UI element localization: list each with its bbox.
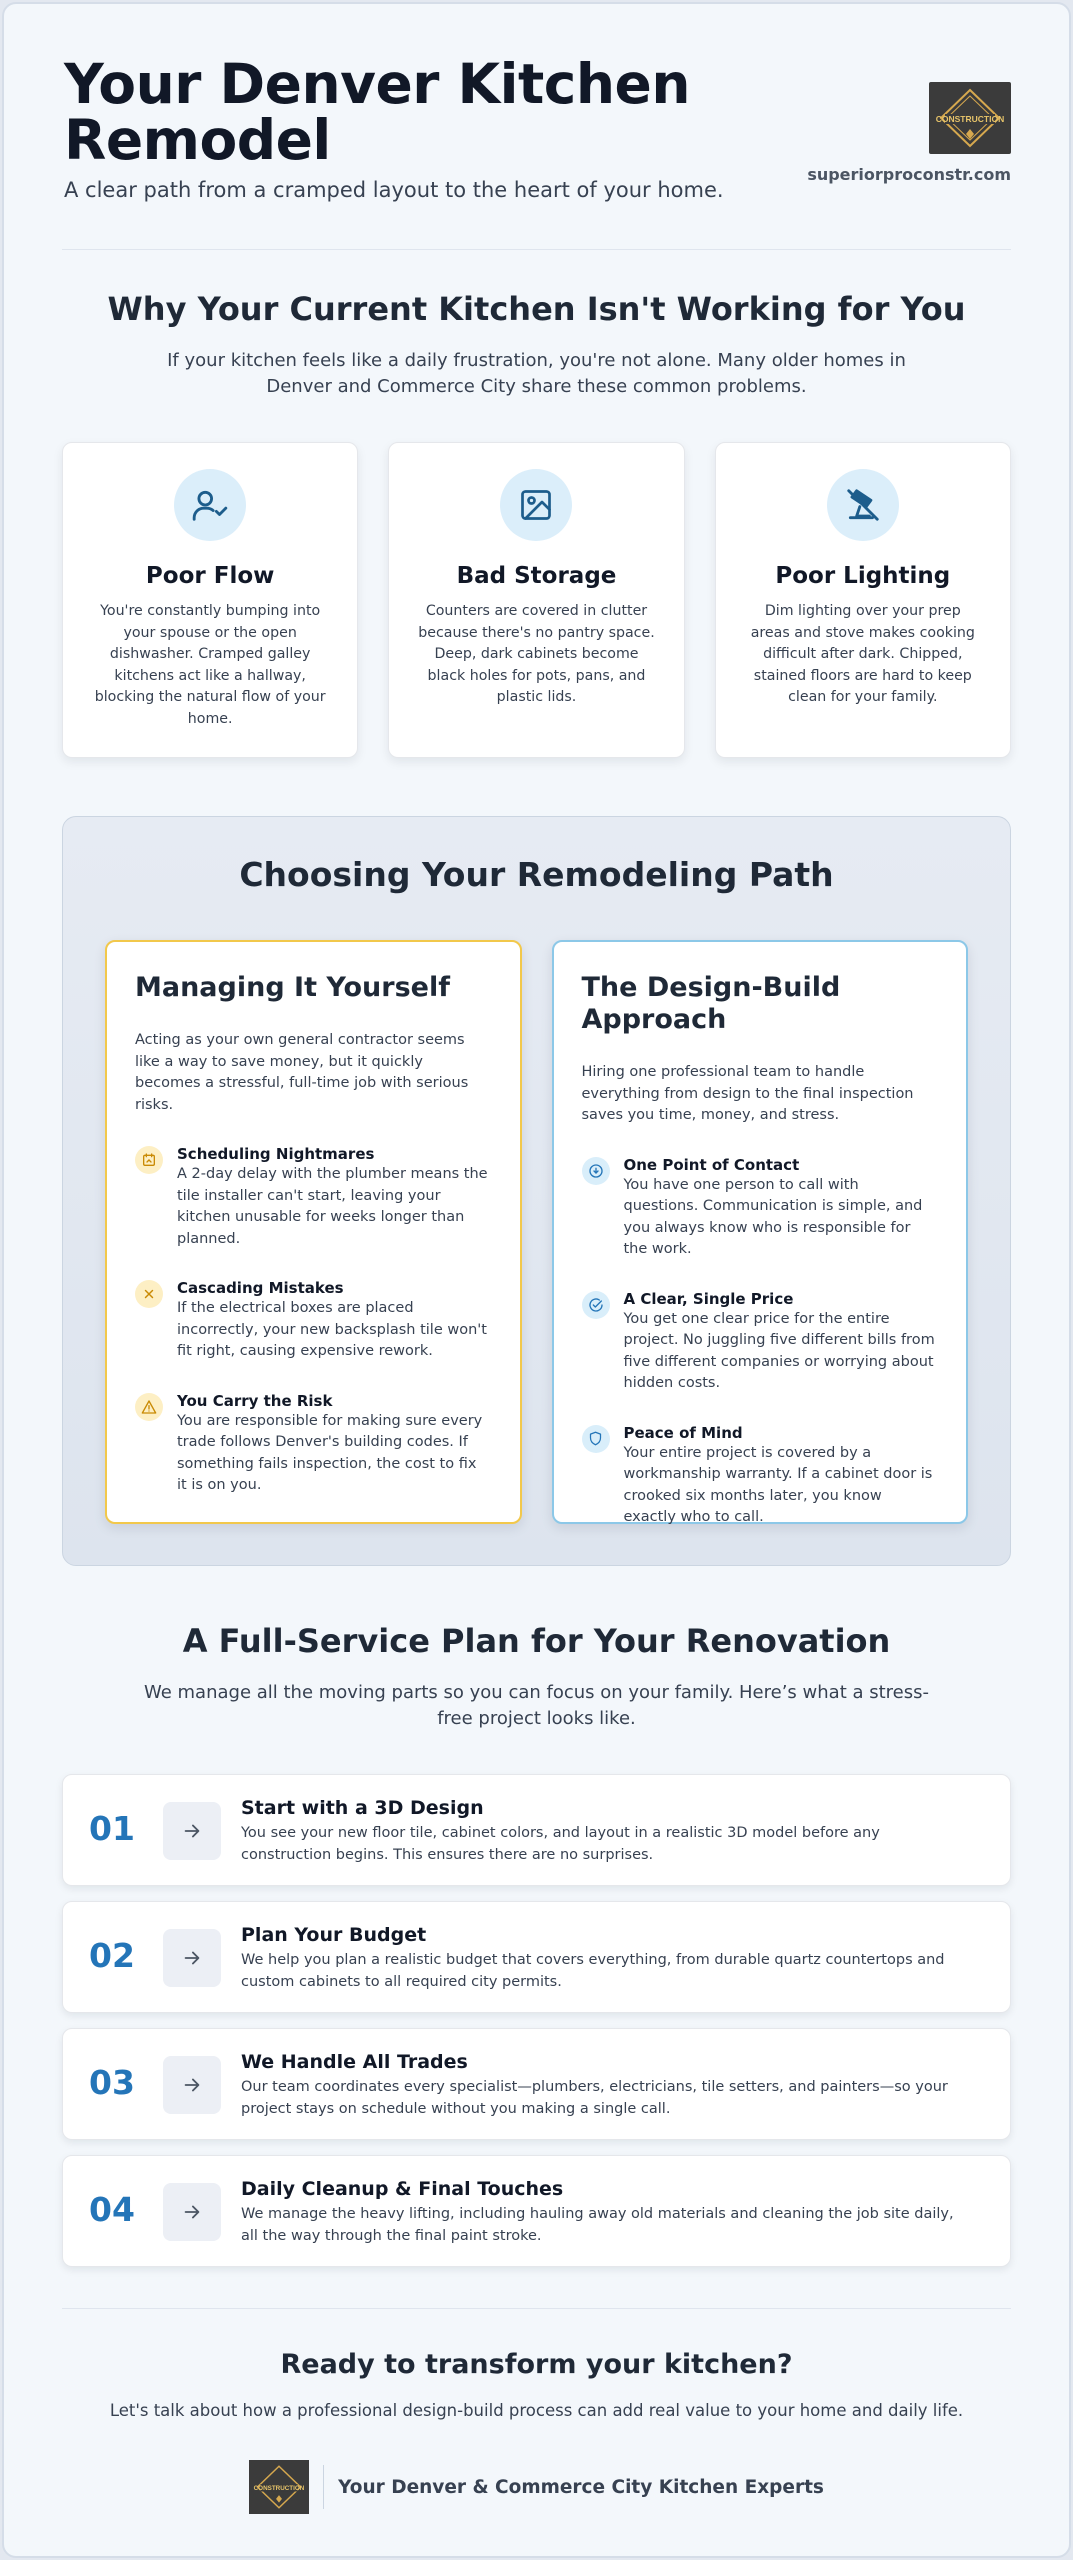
cta-text: Let's talk about how a professional design-build process can add real value to your home and daily life. bbox=[109, 2401, 964, 2420]
path-feature bbox=[135, 1278, 490, 1363]
header bbox=[62, 4, 1011, 250]
feature-title: Scheduling Nightmares bbox=[177, 1145, 375, 1163]
step-title: Daily Cleanup & Final Touches bbox=[241, 2178, 564, 2200]
arrow-right-icon bbox=[163, 1929, 221, 1987]
feature-title: A Clear, Single Price bbox=[623, 1289, 794, 1308]
plan-step bbox=[62, 1774, 1011, 1886]
feature-text: You have one person to call with questions. Communication is simple, and you always know who is responsible for the work. bbox=[623, 1176, 923, 1257]
plan-step bbox=[62, 1901, 1011, 2013]
paths-section bbox=[62, 816, 1011, 1566]
logo-lettering: CONSTRUCTION bbox=[935, 114, 1005, 124]
step-text: Our team coordinates every specialist—plumbers, electricians, tile setters, and painters—so your project stays on schedule without you making a single call. bbox=[241, 2079, 948, 2117]
step-title: We Handle All Trades bbox=[241, 2051, 468, 2073]
arrow-right-icon bbox=[163, 1802, 221, 1860]
arrow-right-icon bbox=[163, 2183, 221, 2241]
path-title: The Design-Build Approach bbox=[581, 972, 841, 1035]
arrow-right-icon bbox=[163, 2056, 221, 2114]
contact-icon bbox=[582, 1157, 610, 1185]
check-circle-icon bbox=[582, 1291, 610, 1319]
card-text: Counters are covered in clutter because there's no pantry space. Deep, dark cabinets become black holes for pots, pans, and plastic lids. bbox=[418, 603, 655, 705]
step-text: We help you plan a realistic budget that covers everything, from durable quartz countertops and custom cabinets to all required city permits. bbox=[241, 1952, 945, 1990]
step-text: You see your new floor tile, cabinet colors, and layout in a realistic 3D model before any construction begins. This ensures there are no surprises. bbox=[241, 1825, 880, 1863]
step-text: We manage the heavy lifting, including hauling away old materials and cleaning the job site daily, all the way through the final paint stroke. bbox=[241, 2206, 954, 2244]
footer bbox=[62, 2308, 1011, 2514]
step-number: 04 bbox=[89, 2190, 135, 2229]
design-build-path-card bbox=[552, 940, 969, 1524]
path-feature bbox=[582, 1155, 937, 1261]
footer-tagline: Your Denver & Commerce City Kitchen Experts bbox=[338, 2476, 824, 2498]
problem-cards bbox=[62, 442, 1011, 758]
plan-title: A Full-Service Plan for Your Renovation bbox=[182, 1622, 891, 1660]
problem-card-poor-flow bbox=[62, 442, 358, 758]
step-number: 03 bbox=[89, 2063, 135, 2102]
step-title: Start with a 3D Design bbox=[241, 1797, 484, 1819]
company-logo[interactable] bbox=[929, 82, 1011, 154]
card-text: You're constantly bumping into your spouse or the open dishwasher. Cramped galley kitchens act like a hallway, blocking the natural flow of your home. bbox=[94, 603, 326, 727]
problems-intro: If your kitchen feels like a daily frustration, you're not alone. Many older homes in Denver and Commerce City share these common problems. bbox=[167, 350, 906, 397]
feature-text: You get one clear price for the entire project. No juggling five different bills from five different companies or worrying about hidden costs. bbox=[623, 1310, 935, 1391]
step-number: 01 bbox=[89, 1809, 135, 1848]
path-feature bbox=[582, 1289, 937, 1395]
problem-card-poor-lighting bbox=[715, 442, 1011, 758]
path-intro: Acting as your own general contractor seems like a way to save money, but it quickly becomes a stressful, full-time job with serious risks. bbox=[135, 1032, 469, 1113]
logo-lettering: CONSTRUCTION bbox=[253, 2484, 305, 2492]
plan-step bbox=[62, 2028, 1011, 2140]
card-title: Bad Storage bbox=[456, 563, 617, 589]
feature-text: If the electrical boxes are placed incorrectly, your new backsplash tile won't fit right, causing expensive rework. bbox=[177, 1300, 487, 1359]
card-title: Poor Flow bbox=[145, 563, 275, 589]
divider bbox=[323, 2465, 324, 2509]
feature-title: You Carry the Risk bbox=[177, 1391, 333, 1410]
cta-title: Ready to transform your kitchen? bbox=[280, 2349, 793, 2380]
shield-icon bbox=[582, 1425, 610, 1453]
warning-triangle-icon bbox=[135, 1393, 163, 1421]
lamp-off-icon bbox=[827, 469, 899, 541]
calendar-warning-icon bbox=[135, 1146, 163, 1174]
path-title: Managing It Yourself bbox=[135, 972, 450, 1003]
feature-text: You are responsible for making sure every trade follows Denver's building codes. If something fails inspection, the cost to fix it is on you. bbox=[177, 1412, 483, 1493]
path-intro: Hiring one professional team to handle everything from design to the final inspection saves you time, money, and stress. bbox=[581, 1064, 914, 1123]
path-feature bbox=[135, 1144, 490, 1250]
page-subtitle: A clear path from a cramped layout to the heart of your home. bbox=[64, 178, 724, 202]
feature-title: Peace of Mind bbox=[623, 1423, 743, 1442]
card-text: Dim lighting over your prep areas and stove makes cooking difficult after dark. Chipped, stained floors are hard to keep clean for your family. bbox=[750, 603, 975, 705]
card-title: Poor Lighting bbox=[775, 563, 951, 589]
x-icon bbox=[135, 1280, 163, 1308]
infographic-page bbox=[2, 2, 1071, 2558]
diy-path-card bbox=[105, 940, 522, 1524]
step-number: 02 bbox=[89, 1936, 135, 1975]
paths-title: Choosing Your Remodeling Path bbox=[239, 855, 834, 894]
feature-text: A 2-day delay with the plumber means the tile installer can't start, leaving your kitchen unusable for weeks longer than planned. bbox=[177, 1166, 488, 1247]
path-feature bbox=[135, 1391, 490, 1497]
footer-logo[interactable] bbox=[249, 2460, 309, 2514]
plan-step bbox=[62, 2155, 1011, 2267]
site-url[interactable]: superiorproconstr.com bbox=[807, 165, 1011, 184]
path-comparison bbox=[105, 940, 968, 1524]
problems-title: Why Your Current Kitchen Isn't Working for You bbox=[107, 290, 966, 328]
person-check-icon bbox=[174, 469, 246, 541]
plan-intro: We manage all the moving parts so you can focus on your family. Here’s what a stress-free project looks like. bbox=[143, 1682, 929, 1729]
logo-emblem-icon bbox=[253, 2464, 305, 2510]
footer-brand bbox=[62, 2460, 1011, 2514]
path-feature bbox=[582, 1423, 937, 1529]
feature-title: Cascading Mistakes bbox=[177, 1279, 344, 1297]
step-title: Plan Your Budget bbox=[241, 1924, 427, 1946]
page-title: Your Denver Kitchen Remodel bbox=[64, 52, 691, 172]
feature-title: One Point of Contact bbox=[623, 1155, 800, 1174]
feature-text: Your entire project is covered by a workmanship warranty. If a cabinet door is crooked six months later, you know exactly who to call. bbox=[623, 1444, 933, 1525]
image-icon bbox=[500, 469, 572, 541]
problem-card-bad-storage bbox=[388, 442, 684, 758]
logo-emblem-icon bbox=[935, 87, 1005, 149]
plan-steps bbox=[62, 1774, 1011, 2267]
